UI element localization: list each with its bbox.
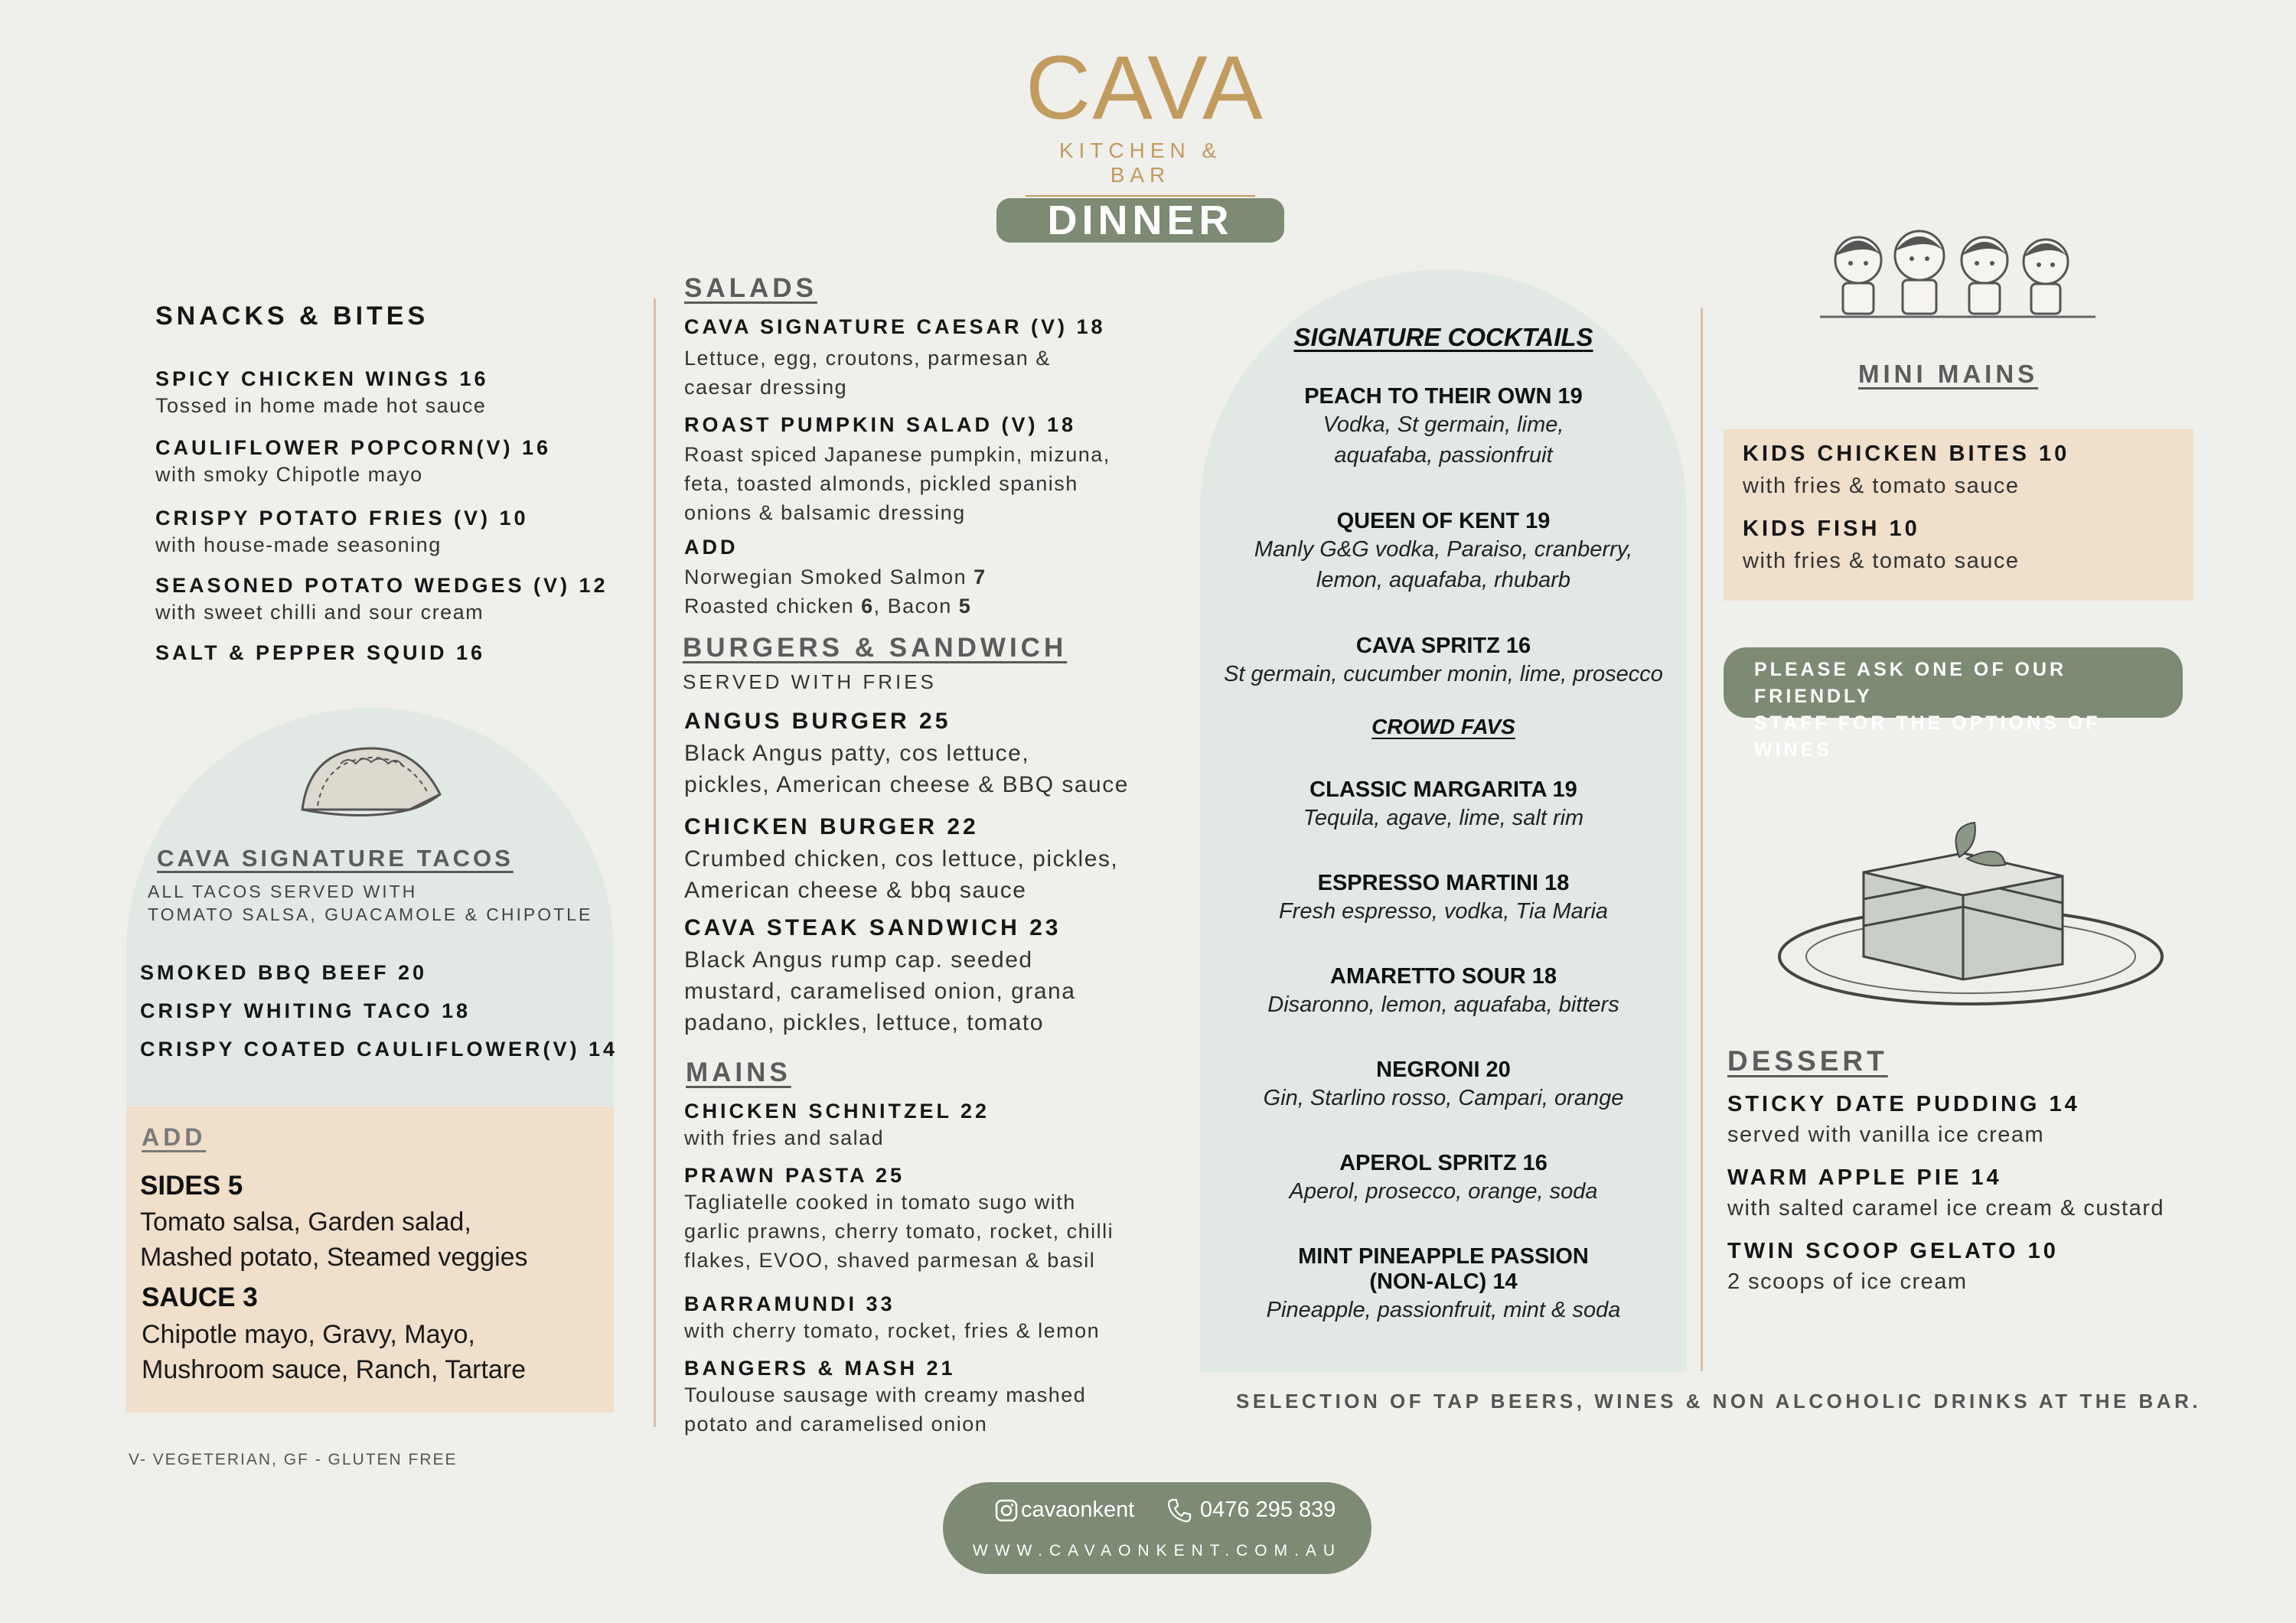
item-desc: Lettuce, egg, croutons, parmesan & caesar dressing [684,347,1051,399]
list-item [1727,1239,2202,1296]
item-name: CLASSIC MARGARITA 19 [1309,777,1577,802]
list-item [684,1100,1174,1164]
item-name: BARRAMUNDI 33 [684,1292,895,1315]
footnote: V- VEGETERIAN, GF - GLUTEN FREE [129,1451,458,1468]
item-name: SEASONED POTATO WEDGES (V) 12 [155,574,608,597]
list-item [684,1357,1174,1439]
list-item [155,574,630,641]
item-desc: Black Angus patty, cos lettuce, pickles, American cheese & BBQ sauce [684,741,1129,797]
list-item [1200,871,1687,964]
item-desc: with salted caramel ice cream & custard [1727,1196,2165,1221]
item-name: CAVA SIGNATURE CAESAR (V) 18 [684,315,1106,338]
salad-add [684,536,1159,621]
item-desc: Vodka, St germain, lime, aquafaba, passionfruit [1322,412,1564,468]
brand-name: CAVA [1026,37,1264,139]
item-name: BANGERS & MASH 21 [684,1357,956,1380]
divider-2 [1701,308,1703,1371]
item-desc: Gin, Starlino rosso, Campari, orange [1263,1086,1624,1110]
list-item [684,413,1159,536]
menu-title: DINNER [1047,197,1234,243]
item-desc: Toulouse sausage with creamy mashed potato and caramelised onion [684,1383,1087,1436]
list-item [1200,964,1687,1058]
tacos-note: ALL TACOS SERVED WITH TOMATO SALSA, GUACAMOLE & CHIPOTLE [148,882,593,924]
add-text: Roasted chicken [684,595,862,618]
sauce-title: SAUCE 3 [142,1282,258,1312]
item-name: TWIN SCOOP GELATO 10 [1727,1239,2059,1263]
list-item: SMOKED BBQ BEEF 20 [140,961,428,984]
instagram-icon [995,1499,1018,1522]
menu-title-pill [996,198,1284,243]
list-item [155,436,630,507]
list-item [1743,517,2019,575]
tacos-list [140,961,618,1061]
item-name: SALT & PEPPER SQUID 16 [155,641,486,664]
list-item [155,641,630,665]
item-name: CHICKEN BURGER 22 [684,814,979,839]
item-name: NEGRONI 20 [1376,1058,1511,1082]
item-name: STICKY DATE PUDDING 14 [1727,1092,2080,1116]
item-desc: with house-made seasoning [155,533,442,556]
list-item: CRISPY COATED CAULIFLOWER(V) 14 [140,1038,618,1061]
divider-1 [654,298,656,1427]
item-desc: St germain, cucumber monin, lime, prosecco [1224,662,1663,686]
item-desc: Crumbed chicken, cos lettuce, pickles, American cheese & bbq sauce [684,846,1119,903]
add-price: 5 [958,595,972,618]
item-name: CAVA STEAK SANDWICH 23 [684,915,1062,940]
add-price: 6 [861,595,874,618]
item-name: APEROL SPRITZ 16 [1339,1151,1548,1175]
list-item [1727,1092,2202,1165]
item-desc: Pineapple, passionfruit, mint & soda [1266,1298,1621,1322]
sides-text: Tomato salsa, Garden salad, Mashed potato, Steamed veggies [140,1207,528,1272]
item-desc: with smoky Chipotle mayo [155,463,423,486]
list-item [1727,1165,2202,1239]
item-desc: with cherry tomato, rocket, fries & lemon [684,1319,1101,1342]
item-desc: Disaronno, lemon, aquafaba, bitters [1267,992,1619,1017]
list-item [1200,1058,1687,1151]
mains-title: MAINS [686,1058,791,1087]
add-text: Norwegian Smoked Salmon [684,565,974,588]
instagram-link[interactable]: cavaonkent [1021,1498,1135,1522]
list-item [1200,1151,1687,1244]
item-desc: Aperol, prosecco, orange, soda [1289,1179,1598,1204]
list-item [1200,509,1687,634]
item-name: ROAST PUMPKIN SALAD (V) 18 [684,413,1077,436]
list-item [684,1292,1174,1357]
item-desc: with fries & tomato sauce [1743,474,2020,498]
website-link[interactable]: WWW.CAVAONKENT.COM.AU [972,1542,1342,1559]
kids-title: MINI MAINS [1858,360,2039,388]
taco-icon [295,733,448,825]
add-label: ADD [684,536,739,559]
item-name: MINT PINEAPPLE PASSION (NON-ALC) 14 [1298,1244,1589,1294]
item-desc: Manly G&G vodka, Paraiso, cranberry, lemon, aquafaba, rhubarb [1254,537,1633,592]
sauce-text: Chipotle mayo, Gravy, Mayo, Mushroom sauce, Ranch, Tartare [142,1320,527,1384]
list-item [1200,777,1687,871]
item-name: ANGUS BURGER 25 [684,709,951,734]
item-name: KIDS FISH 10 [1743,517,1920,541]
item-desc: Tequila, agave, lime, salt rim [1303,806,1584,830]
item-name: PRAWN PASTA 25 [684,1164,905,1187]
salads-list [684,315,1159,621]
wine-note: PLEASE ASK ONE OF OUR FRIENDLY STAFF FOR THE OPTIONS OF WINES [1754,659,2101,761]
add-price: 7 [974,565,987,588]
brand-logo [1026,37,1264,187]
item-name: SPICY CHICKEN WINGS 16 [155,367,489,390]
list-item [1200,634,1687,715]
bar-note: SELECTION OF TAP BEERS, WINES & NON ALCOHOLIC DRINKS AT THE BAR. [1236,1390,2202,1413]
list-item: CRISPY WHITING TACO 18 [140,999,471,1022]
add-title: ADD [142,1123,207,1151]
item-name: CHICKEN SCHNITZEL 22 [684,1100,990,1123]
list-item [684,915,1174,1038]
item-desc: Tossed in home made hot sauce [155,394,487,417]
wine-note-pill [1724,647,2183,761]
snacks-list [155,367,630,665]
snacks-title: SNACKS & BITES [155,301,429,331]
burgers-note: SERVED WITH FRIES [683,670,937,693]
item-desc: 2 scoops of ice cream [1727,1269,1968,1294]
item-name: QUEEN OF KENT 19 [1336,509,1551,533]
phone-link[interactable]: 0476 295 839 [1200,1498,1336,1522]
list-item [1200,1244,1687,1325]
item-name: WARM APPLE PIE 14 [1727,1165,2002,1190]
item-name: CRISPY POTATO FRIES (V) 10 [155,507,529,530]
salads-title: SALADS [684,273,817,303]
item-name: PEACH TO THEIR OWN 19 [1304,384,1583,409]
contact-pill [943,1482,1371,1574]
list-item [684,315,1159,413]
item-desc: served with vanilla ice cream [1727,1123,2045,1147]
cake-icon [1772,811,2170,1010]
item-desc: with fries and salad [684,1126,885,1149]
add-box [126,1106,614,1413]
list-item [155,507,630,574]
item-desc: Roast spiced Japanese pumpkin, mizuna, feta, toasted almonds, pickled spanish onions & balsamic dressing [684,443,1110,524]
tacos-title: CAVA SIGNATURE TACOS [157,845,514,872]
list-item [684,814,1174,915]
sides-title: SIDES 5 [140,1171,243,1201]
burgers-list [684,709,1174,1038]
burgers-title: BURGERS & SANDWICH [683,633,1068,663]
list-item [1743,442,2069,500]
item-name: CAULIFLOWER POPCORN(V) 16 [155,436,552,459]
add-line-2 [684,592,1159,621]
item-desc: with fries & tomato sauce [1743,549,2020,573]
list-item [155,367,630,436]
item-desc: Tagliatelle cooked in tomato sugo with garlic prawns, cherry tomato, rocket, chilli flakes, EVOO, shaved parmesan & basil [684,1191,1114,1272]
phone-icon [1166,1498,1192,1524]
item-desc: Fresh espresso, vodka, Tia Maria [1278,899,1609,924]
list-item [684,1164,1174,1292]
add-text: , Bacon [873,595,959,618]
item-name: CAVA SPRITZ 16 [1355,634,1531,658]
item-desc: Black Angus rump cap. seeded mustard, caramelised onion, grana padano, pickles, lettuce, tomato [684,947,1076,1035]
list-item [1200,384,1687,509]
add-line-1 [684,562,1159,592]
kids-box [1724,429,2193,601]
mains-list [684,1100,1174,1439]
item-desc: with sweet chilli and sour cream [155,601,484,624]
favs-title: CROWD FAVS [1371,715,1515,738]
cocktails-content [1200,323,1687,1325]
dessert-list [1727,1092,2202,1296]
list-item [684,709,1174,814]
item-name: AMARETTO SOUR 18 [1330,964,1557,989]
kids-illustration-icon [1820,222,2095,325]
dessert-title: DESSERT [1727,1045,1888,1077]
brand-sub: KITCHEN & BAR [1026,139,1255,197]
item-name: KIDS CHICKEN BITES 10 [1743,442,2070,466]
item-name: ESPRESSO MARTINI 18 [1317,871,1570,895]
cocktails-title: SIGNATURE COCKTAILS [1293,323,1593,351]
